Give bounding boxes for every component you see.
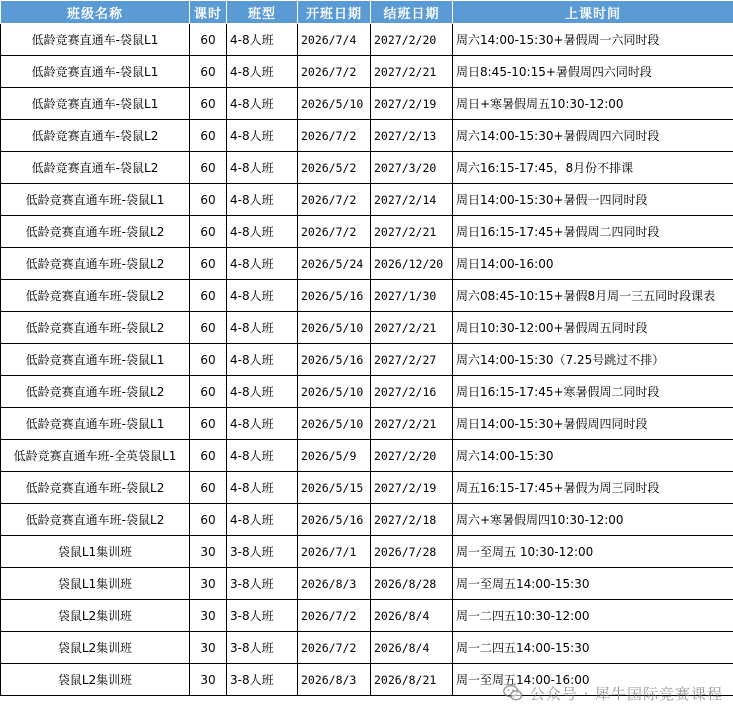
cell-schedule: 周日16:15-17:45+寒暑假周二同时段 xyxy=(453,376,733,408)
cell-schedule: 周六08:45-10:15+暑假8月周一三五同时段课表 xyxy=(453,280,733,312)
cell-schedule: 周六14:00-15:30（7.25号跳过不排） xyxy=(453,344,733,376)
cell-schedule: 周日16:15-17:45+暑假周二四同时段 xyxy=(453,216,733,248)
cell-class-name: 袋鼠L2集训班 xyxy=(1,664,190,696)
cell-class-type: 4-8人班 xyxy=(227,472,298,504)
cell-class-type: 4-8人班 xyxy=(227,88,298,120)
cell-class-name: 袋鼠L1集训班 xyxy=(1,536,190,568)
cell-hours: 30 xyxy=(190,600,227,632)
table-row xyxy=(1,184,733,216)
table-row xyxy=(1,600,733,632)
cell-hours: 60 xyxy=(190,248,227,280)
cell-schedule: 周六+寒暑假周四10:30-12:00 xyxy=(453,504,733,536)
cell-schedule: 周五16:15-17:45+暑假为周三同时段 xyxy=(453,472,733,504)
cell-schedule: 周日14:00-15:30+暑假一四同时段 xyxy=(453,184,733,216)
cell-start-date: 2026/5/16 xyxy=(298,280,371,312)
cell-class-type: 3-8人班 xyxy=(227,536,298,568)
cell-class-type: 4-8人班 xyxy=(227,120,298,152)
cell-start-date: 2026/7/2 xyxy=(298,56,371,88)
cell-schedule: 周日+寒暑假周五10:30-12:00 xyxy=(453,88,733,120)
cell-start-date: 2026/8/3 xyxy=(298,568,371,600)
cell-class-type: 3-8人班 xyxy=(227,568,298,600)
table-row xyxy=(1,408,733,440)
cell-start-date: 2026/5/10 xyxy=(298,376,371,408)
cell-schedule: 周日14:00-16:00 xyxy=(453,248,733,280)
cell-class-name: 低龄竞赛直通车班-袋鼠L2 xyxy=(1,216,190,248)
cell-class-type: 4-8人班 xyxy=(227,440,298,472)
cell-end-date: 2027/2/21 xyxy=(371,56,453,88)
table-row xyxy=(1,376,733,408)
cell-end-date: 2027/2/21 xyxy=(371,216,453,248)
cell-class-type: 4-8人班 xyxy=(227,24,298,56)
header-class-name: 班级名称 xyxy=(1,1,190,24)
cell-class-name: 低龄竞赛直通车-袋鼠L1 xyxy=(1,88,190,120)
cell-end-date: 2026/12/20 xyxy=(371,248,453,280)
table-row xyxy=(1,632,733,664)
cell-class-type: 4-8人班 xyxy=(227,56,298,88)
cell-end-date: 2027/2/20 xyxy=(371,24,453,56)
cell-class-name: 低龄竞赛直通车班-袋鼠L2 xyxy=(1,280,190,312)
table-header xyxy=(1,1,733,24)
cell-start-date: 2026/5/9 xyxy=(298,440,371,472)
cell-class-name: 低龄竞赛直通车班-袋鼠L2 xyxy=(1,312,190,344)
table-row xyxy=(1,504,733,536)
cell-end-date: 2027/2/16 xyxy=(371,376,453,408)
cell-start-date: 2026/7/2 xyxy=(298,216,371,248)
table-row xyxy=(1,440,733,472)
cell-hours: 60 xyxy=(190,216,227,248)
cell-end-date: 2027/2/19 xyxy=(371,472,453,504)
cell-hours: 60 xyxy=(190,344,227,376)
cell-hours: 60 xyxy=(190,312,227,344)
table-row xyxy=(1,88,733,120)
table-row xyxy=(1,664,733,696)
cell-class-name: 低龄竞赛直通车班-袋鼠L1 xyxy=(1,344,190,376)
cell-end-date: 2026/8/4 xyxy=(371,632,453,664)
cell-end-date: 2027/2/21 xyxy=(371,312,453,344)
table-row xyxy=(1,472,733,504)
cell-start-date: 2026/7/2 xyxy=(298,600,371,632)
cell-class-type: 4-8人班 xyxy=(227,216,298,248)
cell-hours: 60 xyxy=(190,280,227,312)
cell-class-name: 袋鼠L2集训班 xyxy=(1,600,190,632)
cell-class-name: 袋鼠L2集训班 xyxy=(1,632,190,664)
cell-start-date: 2026/5/10 xyxy=(298,312,371,344)
header-hours: 课时 xyxy=(190,1,227,24)
cell-class-type: 4-8人班 xyxy=(227,504,298,536)
table-row xyxy=(1,152,733,184)
cell-class-type: 4-8人班 xyxy=(227,280,298,312)
cell-end-date: 2027/2/18 xyxy=(371,504,453,536)
header-end-date: 结班日期 xyxy=(371,1,453,24)
table-row xyxy=(1,280,733,312)
cell-class-type: 4-8人班 xyxy=(227,312,298,344)
table-body xyxy=(1,24,733,696)
cell-hours: 60 xyxy=(190,24,227,56)
cell-hours: 60 xyxy=(190,472,227,504)
cell-end-date: 2026/8/28 xyxy=(371,568,453,600)
cell-end-date: 2027/2/21 xyxy=(371,408,453,440)
cell-class-type: 3-8人班 xyxy=(227,664,298,696)
cell-class-name: 低龄竞赛直通车班-袋鼠L1 xyxy=(1,184,190,216)
cell-start-date: 2026/7/2 xyxy=(298,184,371,216)
header-row xyxy=(1,1,733,24)
table-row xyxy=(1,568,733,600)
cell-end-date: 2027/2/13 xyxy=(371,120,453,152)
cell-hours: 60 xyxy=(190,408,227,440)
cell-schedule: 周日14:00-15:30+暑假周四同时段 xyxy=(453,408,733,440)
cell-schedule: 周一至周五 10:30-12:00 xyxy=(453,536,733,568)
cell-schedule: 周一至周五14:00-15:30 xyxy=(453,568,733,600)
cell-start-date: 2026/5/16 xyxy=(298,504,371,536)
cell-start-date: 2026/7/1 xyxy=(298,536,371,568)
cell-schedule: 周六14:00-15:30+暑假周四六同时段 xyxy=(453,120,733,152)
cell-schedule: 周一二四五10:30-12:00 xyxy=(453,600,733,632)
cell-end-date: 2026/7/28 xyxy=(371,536,453,568)
cell-end-date: 2027/2/27 xyxy=(371,344,453,376)
cell-class-name: 低龄竞赛直通车班-袋鼠L2 xyxy=(1,248,190,280)
cell-class-type: 4-8人班 xyxy=(227,344,298,376)
cell-class-name: 低龄竞赛直通车班-袋鼠L2 xyxy=(1,472,190,504)
cell-start-date: 2026/5/10 xyxy=(298,408,371,440)
cell-start-date: 2026/5/16 xyxy=(298,344,371,376)
cell-start-date: 2026/5/2 xyxy=(298,152,371,184)
cell-hours: 60 xyxy=(190,88,227,120)
cell-start-date: 2026/7/2 xyxy=(298,632,371,664)
cell-hours: 60 xyxy=(190,504,227,536)
cell-class-type: 4-8人班 xyxy=(227,376,298,408)
cell-start-date: 2026/8/3 xyxy=(298,664,371,696)
cell-end-date: 2026/8/4 xyxy=(371,600,453,632)
cell-class-name: 低龄竞赛直通车-袋鼠L2 xyxy=(1,120,190,152)
table-row xyxy=(1,536,733,568)
cell-hours: 60 xyxy=(190,56,227,88)
table-row xyxy=(1,216,733,248)
cell-hours: 60 xyxy=(190,184,227,216)
cell-schedule: 周日10:30-12:00+暑假周五同时段 xyxy=(453,312,733,344)
table-row xyxy=(1,24,733,56)
cell-hours: 60 xyxy=(190,152,227,184)
cell-hours: 30 xyxy=(190,536,227,568)
cell-class-name: 低龄竞赛直通车-袋鼠L2 xyxy=(1,152,190,184)
cell-start-date: 2026/5/10 xyxy=(298,88,371,120)
header-class-type: 班型 xyxy=(227,1,298,24)
cell-hours: 30 xyxy=(190,632,227,664)
cell-hours: 60 xyxy=(190,376,227,408)
table-row xyxy=(1,344,733,376)
cell-start-date: 2026/5/15 xyxy=(298,472,371,504)
cell-class-type: 3-8人班 xyxy=(227,632,298,664)
cell-end-date: 2027/2/14 xyxy=(371,184,453,216)
cell-hours: 60 xyxy=(190,440,227,472)
cell-hours: 30 xyxy=(190,568,227,600)
cell-class-name: 低龄竞赛直通车班-袋鼠L2 xyxy=(1,504,190,536)
cell-end-date: 2027/2/20 xyxy=(371,440,453,472)
cell-class-type: 4-8人班 xyxy=(227,184,298,216)
cell-schedule: 周六14:00-15:30+暑假周一六同时段 xyxy=(453,24,733,56)
cell-class-name: 低龄竞赛直通车班-袋鼠L1 xyxy=(1,408,190,440)
watermark-text: 公众号 · 犀牛国际竞赛课程 xyxy=(529,684,723,703)
cell-hours: 60 xyxy=(190,120,227,152)
cell-end-date: 2027/3/20 xyxy=(371,152,453,184)
table-row xyxy=(1,56,733,88)
cell-start-date: 2026/7/2 xyxy=(298,120,371,152)
cell-start-date: 2026/5/24 xyxy=(298,248,371,280)
cell-class-name: 低龄竞赛直通车班-全英袋鼠L1 xyxy=(1,440,190,472)
cell-end-date: 2027/2/19 xyxy=(371,88,453,120)
cell-class-type: 3-8人班 xyxy=(227,600,298,632)
cell-hours: 30 xyxy=(190,664,227,696)
cell-schedule: 周一至周五14:00-16:00 xyxy=(453,664,733,696)
cell-schedule: 周一二四五14:00-15:30 xyxy=(453,632,733,664)
cell-class-type: 4-8人班 xyxy=(227,408,298,440)
cell-class-name: 低龄竞赛直通车班-袋鼠L2 xyxy=(1,376,190,408)
cell-class-type: 4-8人班 xyxy=(227,152,298,184)
cell-end-date: 2026/8/21 xyxy=(371,664,453,696)
cell-schedule: 周六14:00-15:30 xyxy=(453,440,733,472)
table-row xyxy=(1,312,733,344)
cell-class-name: 低龄竞赛直通车-袋鼠L1 xyxy=(1,24,190,56)
cell-schedule: 周六16:15-17:45，8月份不排课 xyxy=(453,152,733,184)
table-row xyxy=(1,248,733,280)
header-schedule: 上课时间 xyxy=(453,1,733,24)
table-row xyxy=(1,120,733,152)
cell-end-date: 2027/1/30 xyxy=(371,280,453,312)
cell-schedule: 周日8:45-10:15+暑假周四六同时段 xyxy=(453,56,733,88)
header-start-date: 开班日期 xyxy=(298,1,371,24)
cell-start-date: 2026/7/4 xyxy=(298,24,371,56)
cell-class-name: 袋鼠L1集训班 xyxy=(1,568,190,600)
cell-class-type: 4-8人班 xyxy=(227,248,298,280)
cell-class-name: 低龄竞赛直通车-袋鼠L1 xyxy=(1,56,190,88)
